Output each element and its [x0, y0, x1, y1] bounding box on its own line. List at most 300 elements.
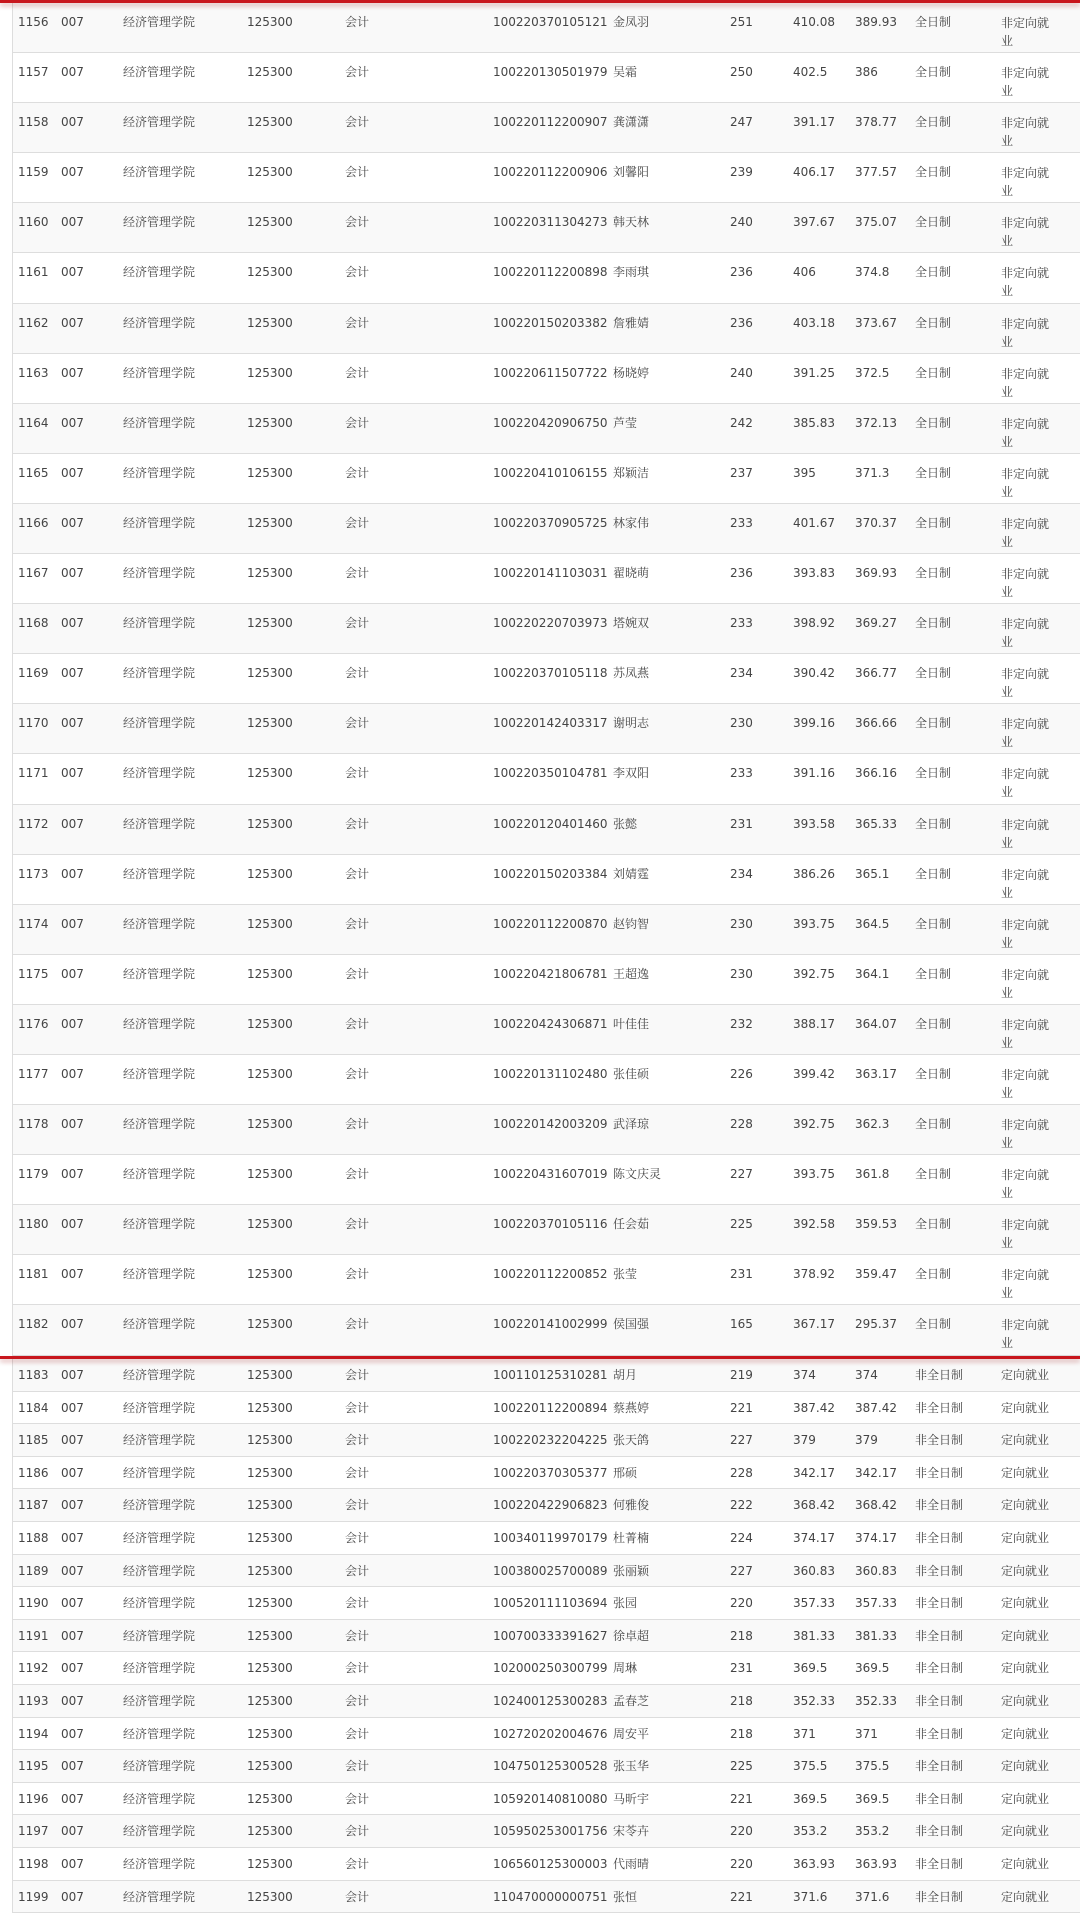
initial-score: 242	[730, 415, 753, 430]
exam-id: 102400125300283	[493, 1693, 608, 1708]
row-number: 1171	[18, 766, 49, 781]
initial-score: 234	[730, 666, 753, 681]
college-code: 007	[61, 1726, 84, 1741]
table-row	[13, 1305, 1080, 1355]
student-name: 林家伟	[613, 515, 650, 530]
student-name: 宋苓卉	[613, 1824, 650, 1839]
college-code: 007	[61, 1433, 84, 1448]
student-name: 金凤羽	[613, 15, 650, 29]
exam-id: 100220431607019	[493, 1167, 608, 1182]
college-code: 007	[61, 1317, 84, 1332]
table-row	[13, 153, 1080, 203]
college-name: 经济管理学院	[123, 616, 196, 631]
major-name: 会计	[345, 1267, 370, 1282]
row-number: 1186	[18, 1465, 49, 1480]
study-mode: 全日制	[915, 1217, 952, 1232]
exam-id: 100220112200894	[493, 1400, 608, 1415]
row-number: 1191	[18, 1628, 49, 1643]
major-code: 125300	[247, 1824, 293, 1839]
college-code: 007	[61, 65, 84, 80]
study-mode: 全日制	[915, 415, 952, 430]
table-row	[13, 404, 1080, 454]
table-row	[13, 253, 1080, 303]
total-score: 371.3	[855, 465, 890, 480]
major-code: 125300	[247, 866, 293, 881]
table-row	[13, 1783, 1080, 1816]
exam-id: 100220370105116	[493, 1217, 608, 1232]
total-score: 386	[855, 65, 878, 80]
student-name: 任会茹	[613, 1217, 650, 1232]
student-name: 武泽琼	[613, 1117, 650, 1132]
initial-score: 230	[730, 966, 753, 981]
college-code: 007	[61, 1856, 84, 1871]
student-name: 韩天林	[613, 215, 650, 230]
study-mode: 全日制	[915, 1066, 952, 1081]
retest-score: 381.33	[793, 1628, 835, 1643]
study-mode: 全日制	[915, 716, 952, 731]
total-score: 363.93	[855, 1856, 897, 1871]
major-code: 125300	[247, 1066, 293, 1081]
total-score: 373.67	[855, 315, 897, 330]
study-mode: 非全日制	[915, 1759, 964, 1774]
major-name: 会计	[345, 1368, 370, 1382]
major-name: 会计	[345, 1889, 370, 1904]
retest-score: 391.17	[793, 115, 835, 130]
college-name: 经济管理学院	[123, 566, 196, 581]
college-name: 经济管理学院	[123, 315, 196, 330]
study-mode: 非全日制	[915, 1889, 964, 1904]
study-mode: 非全日制	[915, 1628, 964, 1643]
total-score: 363.17	[855, 1066, 897, 1081]
initial-score: 247	[730, 115, 753, 130]
initial-score: 240	[730, 365, 753, 380]
table-row	[13, 53, 1080, 103]
retest-score: 385.83	[793, 415, 835, 430]
college-name: 经济管理学院	[123, 1661, 196, 1676]
retest-score: 378.92	[793, 1267, 835, 1282]
major-code: 125300	[247, 1117, 293, 1132]
major-name: 会计	[345, 415, 370, 430]
student-name: 李双阳	[613, 766, 650, 781]
major-code: 125300	[247, 1563, 293, 1578]
college-name: 经济管理学院	[123, 1267, 196, 1282]
employment-type: 定向就业	[1001, 1563, 1050, 1578]
initial-score: 227	[730, 1433, 753, 1448]
table-row	[13, 103, 1080, 153]
total-score: 352.33	[855, 1693, 897, 1708]
college-name: 经济管理学院	[123, 115, 196, 130]
row-number: 1177	[18, 1066, 49, 1081]
exam-id: 100220370905725	[493, 515, 608, 530]
employment-type: 非定向就业	[1001, 1118, 1050, 1151]
exam-id: 100220370105118	[493, 666, 608, 681]
college-code: 007	[61, 15, 84, 29]
initial-score: 218	[730, 1628, 753, 1643]
college-name: 经济管理学院	[123, 65, 196, 80]
employment-type: 非定向就业	[1001, 366, 1050, 399]
row-number: 1164	[18, 415, 49, 430]
table-row	[13, 3, 1080, 53]
total-score: 381.33	[855, 1628, 897, 1643]
college-name: 经济管理学院	[123, 1400, 196, 1415]
major-name: 会计	[345, 1759, 370, 1774]
total-score: 387.42	[855, 1400, 897, 1415]
student-name: 马昕宇	[613, 1791, 650, 1806]
employment-type: 非定向就业	[1001, 66, 1050, 99]
row-number: 1173	[18, 866, 49, 881]
initial-score: 218	[730, 1693, 753, 1708]
exam-id: 100220142003209	[493, 1117, 608, 1132]
student-name: 苏凤燕	[613, 666, 650, 681]
major-name: 会计	[345, 616, 370, 631]
major-name: 会计	[345, 1824, 370, 1839]
retest-score: 390.42	[793, 666, 835, 681]
employment-type: 非定向就业	[1001, 817, 1050, 850]
study-mode: 非全日制	[915, 1726, 964, 1741]
major-name: 会计	[345, 1217, 370, 1232]
exam-id: 100220150203384	[493, 866, 608, 881]
retest-score: 386.26	[793, 866, 835, 881]
college-name: 经济管理学院	[123, 1167, 196, 1182]
total-score: 366.77	[855, 666, 897, 681]
major-code: 125300	[247, 465, 293, 480]
total-score: 360.83	[855, 1563, 897, 1578]
major-name: 会计	[345, 265, 370, 280]
initial-score: 240	[730, 215, 753, 230]
total-score: 372.13	[855, 415, 897, 430]
exam-id: 100220112200898	[493, 265, 608, 280]
retest-score: 393.58	[793, 816, 835, 831]
college-name: 经济管理学院	[123, 365, 196, 380]
exam-id: 105920140810080	[493, 1791, 608, 1806]
college-name: 经济管理学院	[123, 165, 196, 180]
total-score: 295.37	[855, 1317, 897, 1332]
major-name: 会计	[345, 115, 370, 130]
employment-type: 非定向就业	[1001, 967, 1050, 1000]
college-code: 007	[61, 1267, 84, 1282]
initial-score: 230	[730, 716, 753, 731]
college-name: 经济管理学院	[123, 1465, 196, 1480]
major-name: 会计	[345, 1726, 370, 1741]
employment-type: 定向就业	[1001, 1368, 1050, 1382]
college-code: 007	[61, 1217, 84, 1232]
student-name: 胡月	[613, 1368, 638, 1382]
row-number: 1182	[18, 1317, 49, 1332]
major-name: 会计	[345, 1066, 370, 1081]
row-number: 1181	[18, 1267, 49, 1282]
college-name: 经济管理学院	[123, 1693, 196, 1708]
college-name: 经济管理学院	[123, 1628, 196, 1643]
major-name: 会计	[345, 1661, 370, 1676]
table-row	[13, 654, 1080, 704]
study-mode: 非全日制	[915, 1693, 964, 1708]
table-row	[13, 1392, 1080, 1425]
initial-score: 218	[730, 1726, 753, 1741]
college-code: 007	[61, 1400, 84, 1415]
student-name: 周琳	[613, 1661, 638, 1676]
row-number: 1179	[18, 1167, 49, 1182]
table-row	[13, 754, 1080, 804]
table-row	[13, 1620, 1080, 1653]
college-name: 经济管理学院	[123, 215, 196, 230]
row-number: 1170	[18, 716, 49, 731]
total-score: 366.16	[855, 766, 897, 781]
row-number: 1197	[18, 1824, 49, 1839]
study-mode: 全日制	[915, 816, 952, 831]
college-name: 经济管理学院	[123, 966, 196, 981]
major-name: 会计	[345, 1563, 370, 1578]
row-number: 1165	[18, 465, 49, 480]
table-row	[13, 1424, 1080, 1457]
major-name: 会计	[345, 1596, 370, 1611]
row-number: 1161	[18, 265, 49, 280]
student-name: 芦莹	[613, 415, 638, 430]
college-name: 经济管理学院	[123, 1759, 196, 1774]
study-mode: 全日制	[915, 115, 952, 130]
major-code: 125300	[247, 966, 293, 981]
student-name: 张天鸽	[613, 1433, 650, 1448]
table-row	[13, 1105, 1080, 1155]
student-name: 李雨琪	[613, 265, 650, 280]
initial-score: 236	[730, 265, 753, 280]
college-name: 经济管理学院	[123, 1217, 196, 1232]
employment-type: 定向就业	[1001, 1693, 1050, 1708]
college-code: 007	[61, 1530, 84, 1545]
major-name: 会计	[345, 1791, 370, 1806]
initial-score: 230	[730, 916, 753, 931]
major-name: 会计	[345, 716, 370, 731]
total-score: 365.33	[855, 816, 897, 831]
exam-id: 100220370305377	[493, 1465, 608, 1480]
row-number: 1176	[18, 1016, 49, 1031]
employment-type: 非定向就业	[1001, 16, 1050, 48]
student-name: 龚潇潇	[613, 115, 650, 130]
row-number: 1157	[18, 65, 49, 80]
major-name: 会计	[345, 1465, 370, 1480]
row-number: 1189	[18, 1563, 49, 1578]
total-score: 361.8	[855, 1167, 890, 1182]
study-mode: 全日制	[915, 1016, 952, 1031]
college-name: 经济管理学院	[123, 716, 196, 731]
initial-score: 220	[730, 1856, 753, 1871]
total-score: 353.2	[855, 1824, 890, 1839]
exam-id: 100380025700089	[493, 1563, 608, 1578]
student-name: 代雨晴	[613, 1856, 650, 1871]
study-mode: 全日制	[915, 1117, 952, 1132]
student-name: 杨晓婷	[613, 365, 650, 380]
exam-id: 100220424306871	[493, 1016, 608, 1031]
major-code: 125300	[247, 1661, 293, 1676]
table-row	[13, 1555, 1080, 1588]
college-name: 经济管理学院	[123, 1726, 196, 1741]
study-mode: 全日制	[915, 566, 952, 581]
college-code: 007	[61, 1628, 84, 1643]
table-row	[13, 304, 1080, 354]
college-code: 007	[61, 515, 84, 530]
retest-score: 402.5	[793, 65, 828, 80]
initial-score: 228	[730, 1117, 753, 1132]
initial-score: 250	[730, 65, 753, 80]
college-code: 007	[61, 1824, 84, 1839]
initial-score: 228	[730, 1465, 753, 1480]
employment-type: 定向就业	[1001, 1530, 1050, 1545]
initial-score: 225	[730, 1759, 753, 1774]
table-row	[13, 1457, 1080, 1490]
exam-id: 105950253001756	[493, 1824, 608, 1839]
major-code: 125300	[247, 816, 293, 831]
retest-score: 374	[793, 1368, 816, 1382]
total-score: 364.1	[855, 966, 890, 981]
row-number: 1198	[18, 1856, 49, 1871]
employment-type: 非定向就业	[1001, 416, 1050, 449]
college-name: 经济管理学院	[123, 1889, 196, 1904]
major-name: 会计	[345, 1856, 370, 1871]
initial-score: 237	[730, 465, 753, 480]
study-mode: 全日制	[915, 65, 952, 80]
student-name: 张园	[613, 1596, 638, 1611]
table-row	[13, 1522, 1080, 1555]
exam-id: 100220150203382	[493, 315, 608, 330]
initial-score: 239	[730, 165, 753, 180]
total-score: 374.8	[855, 265, 890, 280]
row-number: 1160	[18, 215, 49, 230]
employment-type: 定向就业	[1001, 1759, 1050, 1774]
total-score: 372.5	[855, 365, 890, 380]
major-code: 125300	[247, 666, 293, 681]
major-code: 125300	[247, 1596, 293, 1611]
college-code: 007	[61, 716, 84, 731]
row-number: 1175	[18, 966, 49, 981]
retest-score: 363.93	[793, 1856, 835, 1871]
major-name: 会计	[345, 1498, 370, 1513]
major-name: 会计	[345, 1016, 370, 1031]
initial-score: 219	[730, 1368, 753, 1382]
college-name: 经济管理学院	[123, 1563, 196, 1578]
exam-id: 100220410106155	[493, 465, 608, 480]
part-time-table	[12, 1359, 1080, 1913]
major-code: 125300	[247, 415, 293, 430]
total-score: 365.1	[855, 866, 890, 881]
retest-score: 392.75	[793, 1117, 835, 1132]
student-name: 吴霜	[613, 65, 638, 80]
exam-id: 100220611507722	[493, 365, 608, 380]
major-code: 125300	[247, 766, 293, 781]
table-row	[13, 1848, 1080, 1881]
employment-type: 定向就业	[1001, 1824, 1050, 1839]
major-code: 125300	[247, 265, 293, 280]
employment-type: 非定向就业	[1001, 216, 1050, 249]
exam-id: 100220370105121	[493, 15, 608, 29]
table-row	[13, 1587, 1080, 1620]
study-mode: 非全日制	[915, 1824, 964, 1839]
study-mode: 非全日制	[915, 1856, 964, 1871]
employment-type: 非定向就业	[1001, 266, 1050, 299]
total-score: 369.5	[855, 1791, 890, 1806]
college-code: 007	[61, 1693, 84, 1708]
employment-type: 非定向就业	[1001, 166, 1050, 199]
employment-type: 非定向就业	[1001, 867, 1050, 900]
row-number: 1184	[18, 1400, 49, 1415]
study-mode: 非全日制	[915, 1596, 964, 1611]
retest-score: 374.17	[793, 1530, 835, 1545]
retest-score: 369.5	[793, 1661, 828, 1676]
major-name: 会计	[345, 866, 370, 881]
exam-id: 100220112200870	[493, 916, 608, 931]
college-code: 007	[61, 1759, 84, 1774]
initial-score: 233	[730, 616, 753, 631]
major-name: 会计	[345, 515, 370, 530]
college-code: 007	[61, 415, 84, 430]
row-number: 1194	[18, 1726, 49, 1741]
study-mode: 非全日制	[915, 1433, 964, 1448]
top-red-divider	[0, 0, 1080, 3]
total-score: 371	[855, 1726, 878, 1741]
retest-score: 371	[793, 1726, 816, 1741]
student-name: 王超逸	[613, 966, 650, 981]
row-number: 1183	[18, 1368, 49, 1382]
major-code: 125300	[247, 1856, 293, 1871]
major-code: 125300	[247, 1726, 293, 1741]
employment-type: 定向就业	[1001, 1498, 1050, 1513]
total-score: 362.3	[855, 1117, 890, 1132]
table-row	[13, 554, 1080, 604]
study-mode: 全日制	[915, 315, 952, 330]
retest-score: 357.33	[793, 1596, 835, 1611]
row-number: 1187	[18, 1498, 49, 1513]
student-name: 塔婉双	[613, 616, 650, 631]
major-code: 125300	[247, 1217, 293, 1232]
study-mode: 全日制	[915, 866, 952, 881]
retest-score: 342.17	[793, 1465, 835, 1480]
study-mode: 非全日制	[915, 1400, 964, 1415]
college-code: 007	[61, 315, 84, 330]
study-mode: 非全日制	[915, 1368, 964, 1382]
student-name: 何雅俊	[613, 1498, 650, 1513]
initial-score: 227	[730, 1167, 753, 1182]
retest-score: 393.83	[793, 566, 835, 581]
table-row	[13, 805, 1080, 855]
initial-score: 233	[730, 766, 753, 781]
employment-type: 非定向就业	[1001, 917, 1050, 950]
exam-id: 100220120401460	[493, 816, 608, 831]
college-name: 经济管理学院	[123, 1066, 196, 1081]
full-time-table	[12, 3, 1080, 1356]
exam-id: 100220131102480	[493, 1066, 608, 1081]
major-code: 125300	[247, 365, 293, 380]
major-code: 125300	[247, 1759, 293, 1774]
retest-score: 397.67	[793, 215, 835, 230]
major-code: 125300	[247, 1465, 293, 1480]
college-code: 007	[61, 766, 84, 781]
major-code: 125300	[247, 315, 293, 330]
college-code: 007	[61, 1016, 84, 1031]
student-name: 蔡燕婷	[613, 1400, 650, 1415]
major-name: 会计	[345, 766, 370, 781]
table-row	[13, 1750, 1080, 1783]
major-code: 125300	[247, 1016, 293, 1031]
major-name: 会计	[345, 165, 370, 180]
row-number: 1188	[18, 1530, 49, 1545]
retest-score: 406.17	[793, 165, 835, 180]
employment-type: 定向就业	[1001, 1889, 1050, 1904]
total-score: 379	[855, 1433, 878, 1448]
employment-type: 定向就业	[1001, 1661, 1050, 1676]
student-name: 刘馨阳	[613, 165, 650, 180]
major-name: 会计	[345, 1117, 370, 1132]
exam-id: 100220142403317	[493, 716, 608, 731]
row-number: 1168	[18, 616, 49, 631]
section-red-divider	[0, 1356, 1080, 1359]
